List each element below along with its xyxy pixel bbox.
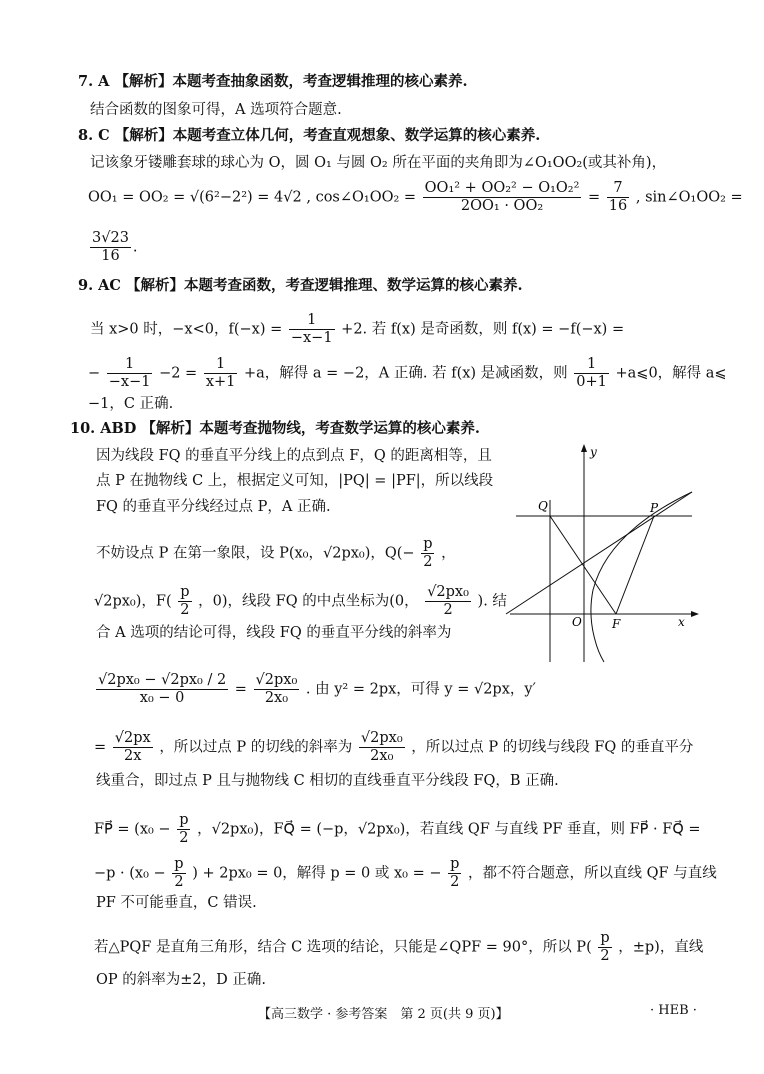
q9-frac-4 [574,356,609,391]
q10-para-10 [94,812,701,847]
q10-frac-p5-num: p [180,584,190,600]
q9-heading: 9. AC 【解析】本题考查函数，考查逻辑推理、数学运算的核心素养. [78,277,523,294]
q10-para-4a: 不妨设点 P 在第一象限，设 P(x₀，√2px₀)，Q(− [96,545,415,562]
label-Q: Q [538,499,548,513]
q10-frac-p11b [448,856,461,891]
tangent-line [506,492,692,614]
q8-cos-value [607,180,629,215]
q9-line-2d: +a⩽0，解得 a⩽ [615,365,727,382]
label-F: F [612,617,621,631]
q10-frac-p11-den: 2 [174,874,184,890]
q7-line-1: 结合函数的图象可得，A 选项符合题意. [90,102,342,118]
q8-sin-num: 3√23 [92,230,129,246]
q10-para-13 [94,930,703,965]
q10-frac-p4-den: 2 [423,554,433,570]
q10-slope-fraction [96,672,228,707]
q10-frac-p5b [425,584,471,619]
q9-frac-2 [107,356,153,391]
q10-tangent-slope [359,730,405,765]
q10-para-5c: ). 结 [477,593,507,610]
q9-line-2c: +a，解得 a = −2，A 正确. 若 f(x) 是减函数，则 [244,365,568,382]
q10-para-1: 因为线段 FQ 的垂直平分线上的点到点 F，Q 的距离相等，且 [96,448,492,464]
q10-para-7b: = [234,681,247,698]
q10-para-3: FQ 的垂直平分线经过点 P，A 正确. [96,499,331,515]
q8-line-3-tail: . [132,239,138,256]
q10-para-8b: ，所以过点 P 的切线的斜率为 [159,739,353,756]
q10-para-11b: ) + 2px₀ = 0，解得 p = 0 或 x₀ = − [192,865,442,882]
q10-para-11a: −p · (x₀ − [94,865,166,882]
q10-para-5 [94,584,507,619]
q10-para-8a: = [94,739,107,756]
q9-frac-2-num: 1 [107,356,153,374]
q10-frac-p11b-num: p [450,856,460,872]
q7-heading: 7. A 【解析】本题考查抽象函数，考查逻辑推理的核心素养. [78,73,468,90]
q8-cos-denominator: 2OO₁ · OO₂ [460,198,544,214]
q10-para-8 [94,730,693,765]
q10-para-4b: ， [441,545,456,562]
q9-line-2b: −2 = [159,365,198,382]
q10-frac-p13-num: p [600,930,610,946]
parabola-curve [591,492,692,662]
q10-para-12: PF 不可能垂直，C 错误. [96,895,257,911]
q9-line-2 [88,356,727,391]
q10-slope-value-num: √2px₀ [255,672,298,688]
q10-heading: 10. ABD 【解析】本题考查抛物线，考查数学运算的核心素养. [70,420,480,437]
label-x: x [678,615,685,629]
q10-frac-p5-den: 2 [180,602,190,618]
q8-sin-den: 16 [101,248,120,264]
footer-title: 【高三数学 · 参考答案 第 2 页(共 9 页)】 [258,1007,509,1022]
q10-frac-p11 [172,856,185,891]
q9-frac-1 [289,312,335,347]
q10-derivative [113,730,153,765]
page-footer [0,1003,764,1023]
q10-para-7c: . 由 y² = 2px，可得 y = √2px，y′ [305,681,536,698]
q10-frac-p13-den: 2 [600,948,610,964]
x-axis-arrow [691,611,699,617]
q10-frac-p5b-den: 2 [443,602,453,618]
parabola-figure [500,440,700,665]
q10-para-7 [94,672,536,707]
q10-slope-value-den: 2x₀ [264,690,289,706]
q10-para-2: 点 P 在抛物线 C 上，根据定义可知，|PQ| = |PF|，所以线段 [96,473,494,489]
q10-para-13b: ，±p)，直线 [618,939,704,956]
q10-tangent-slope-den: 2x₀ [370,748,394,764]
q8-cos-numerator: OO₁² + OO₂² − O₁O₂² [424,180,580,196]
q10-frac-p10-den: 2 [179,830,189,846]
q9-line-1 [90,312,624,347]
q9-frac-4-den: 0+1 [576,374,607,390]
q10-frac-p4 [421,536,434,571]
q9-frac-3-den: x+1 [205,374,236,390]
q10-para-10a: FP⃗ = (x₀ − [94,821,171,838]
q10-frac-p13 [598,930,611,965]
q10-para-5a: √2px₀)，F( [94,593,172,610]
label-O: O [572,615,582,629]
q9-line-2a: − [88,365,101,382]
q10-para-6: 合 A 选项的结论可得，线段 FQ 的垂直平分线的斜率为 [96,625,452,641]
q8-line-2c: , sin∠O₁OO₂ = [635,189,743,206]
q8-cos-value-num: 7 [607,180,629,198]
q10-para-11 [94,856,717,891]
q8-cos-fraction [423,180,582,215]
q9-frac-3-num: 1 [204,356,238,374]
y-axis-arrow [581,444,587,452]
q9-frac-2-den: −x−1 [108,374,151,390]
segment-PF [616,516,654,614]
q10-para-9: 线重合，即过点 P 且与抛物线 C 相切的直线垂直平分线段 FQ，B 正确. [96,773,559,789]
label-y: y [590,445,597,459]
q9-frac-3 [204,356,238,391]
q8-line-2 [88,180,743,215]
q9-frac-1-den: −x−1 [290,330,333,346]
q8-line-1: 记该象牙镂雕套球的球心为 O，圆 O₁ 与圆 O₂ 所在平面的夹角即为∠O₁OO₂(或其补角)， [90,155,667,171]
q9-line-1a: 当 x>0 时，−x<0，f(−x) = [90,321,283,338]
q10-slope-value [254,672,300,707]
q10-para-5b: ，0)，线段 FQ 的中点坐标为(0， [198,593,419,610]
q9-line-1b: +2. 若 f(x) 是奇函数，则 f(x) = −f(−x) = [341,321,625,338]
q10-slope-num: √2px₀ − √2px₀ / 2 [98,672,227,688]
q10-frac-p11b-den: 2 [450,874,460,890]
q8-cos-value-den: 16 [608,198,628,214]
footer-code: · HEB · [650,1003,697,1018]
q8-line-2b: = [588,189,601,206]
q10-frac-p11-num: p [174,856,184,872]
q10-slope-den: x₀ − 0 [139,690,185,706]
q8-line-2a: OO₁ = OO₂ = √(6²−2²) = 4√2 , cos∠O₁OO₂ = [88,189,417,206]
segment-QF [550,516,616,614]
label-P: P [650,501,659,515]
q10-para-14: OP 的斜率为±2，D 正确. [96,972,266,988]
q10-frac-p5b-num: √2px₀ [427,584,469,600]
q9-frac-4-num: 1 [574,356,609,374]
q10-frac-p5 [178,584,191,619]
q10-derivative-den: 2x [124,748,142,764]
q9-frac-1-num: 1 [289,312,335,330]
q10-para-11c: ，都不符合题意，所以直线 QF 与直线 [468,865,717,882]
q10-frac-p10 [177,812,190,847]
q10-frac-p4-num: p [423,536,433,552]
q10-tangent-slope-num: √2px₀ [360,730,403,746]
q10-para-8c: ，所以过点 P 的切线与线段 FQ 的垂直平分 [411,739,694,756]
q10-para-10b: ，√2px₀)，FQ⃗ = (−p，√2px₀)，若直线 QF 与直线 PF 垂直，则 FP⃗ · FQ⃗ = [197,821,701,838]
q8-sin-value [90,230,131,265]
q8-heading: 8. C 【解析】本题考查立体几何，考查直观想象、数学运算的核心素养. [78,127,541,144]
q8-line-3 [88,230,138,265]
q10-para-13a: 若△PQF 是直角三角形，结合 C 选项的结论，只能是∠QPF = 90°，所以 P( [94,939,592,956]
q10-derivative-num: √2px [114,730,151,746]
q10-para-4 [96,536,456,571]
q9-line-3: −1，C 正确. [88,396,174,412]
q10-frac-p10-num: p [179,812,189,828]
